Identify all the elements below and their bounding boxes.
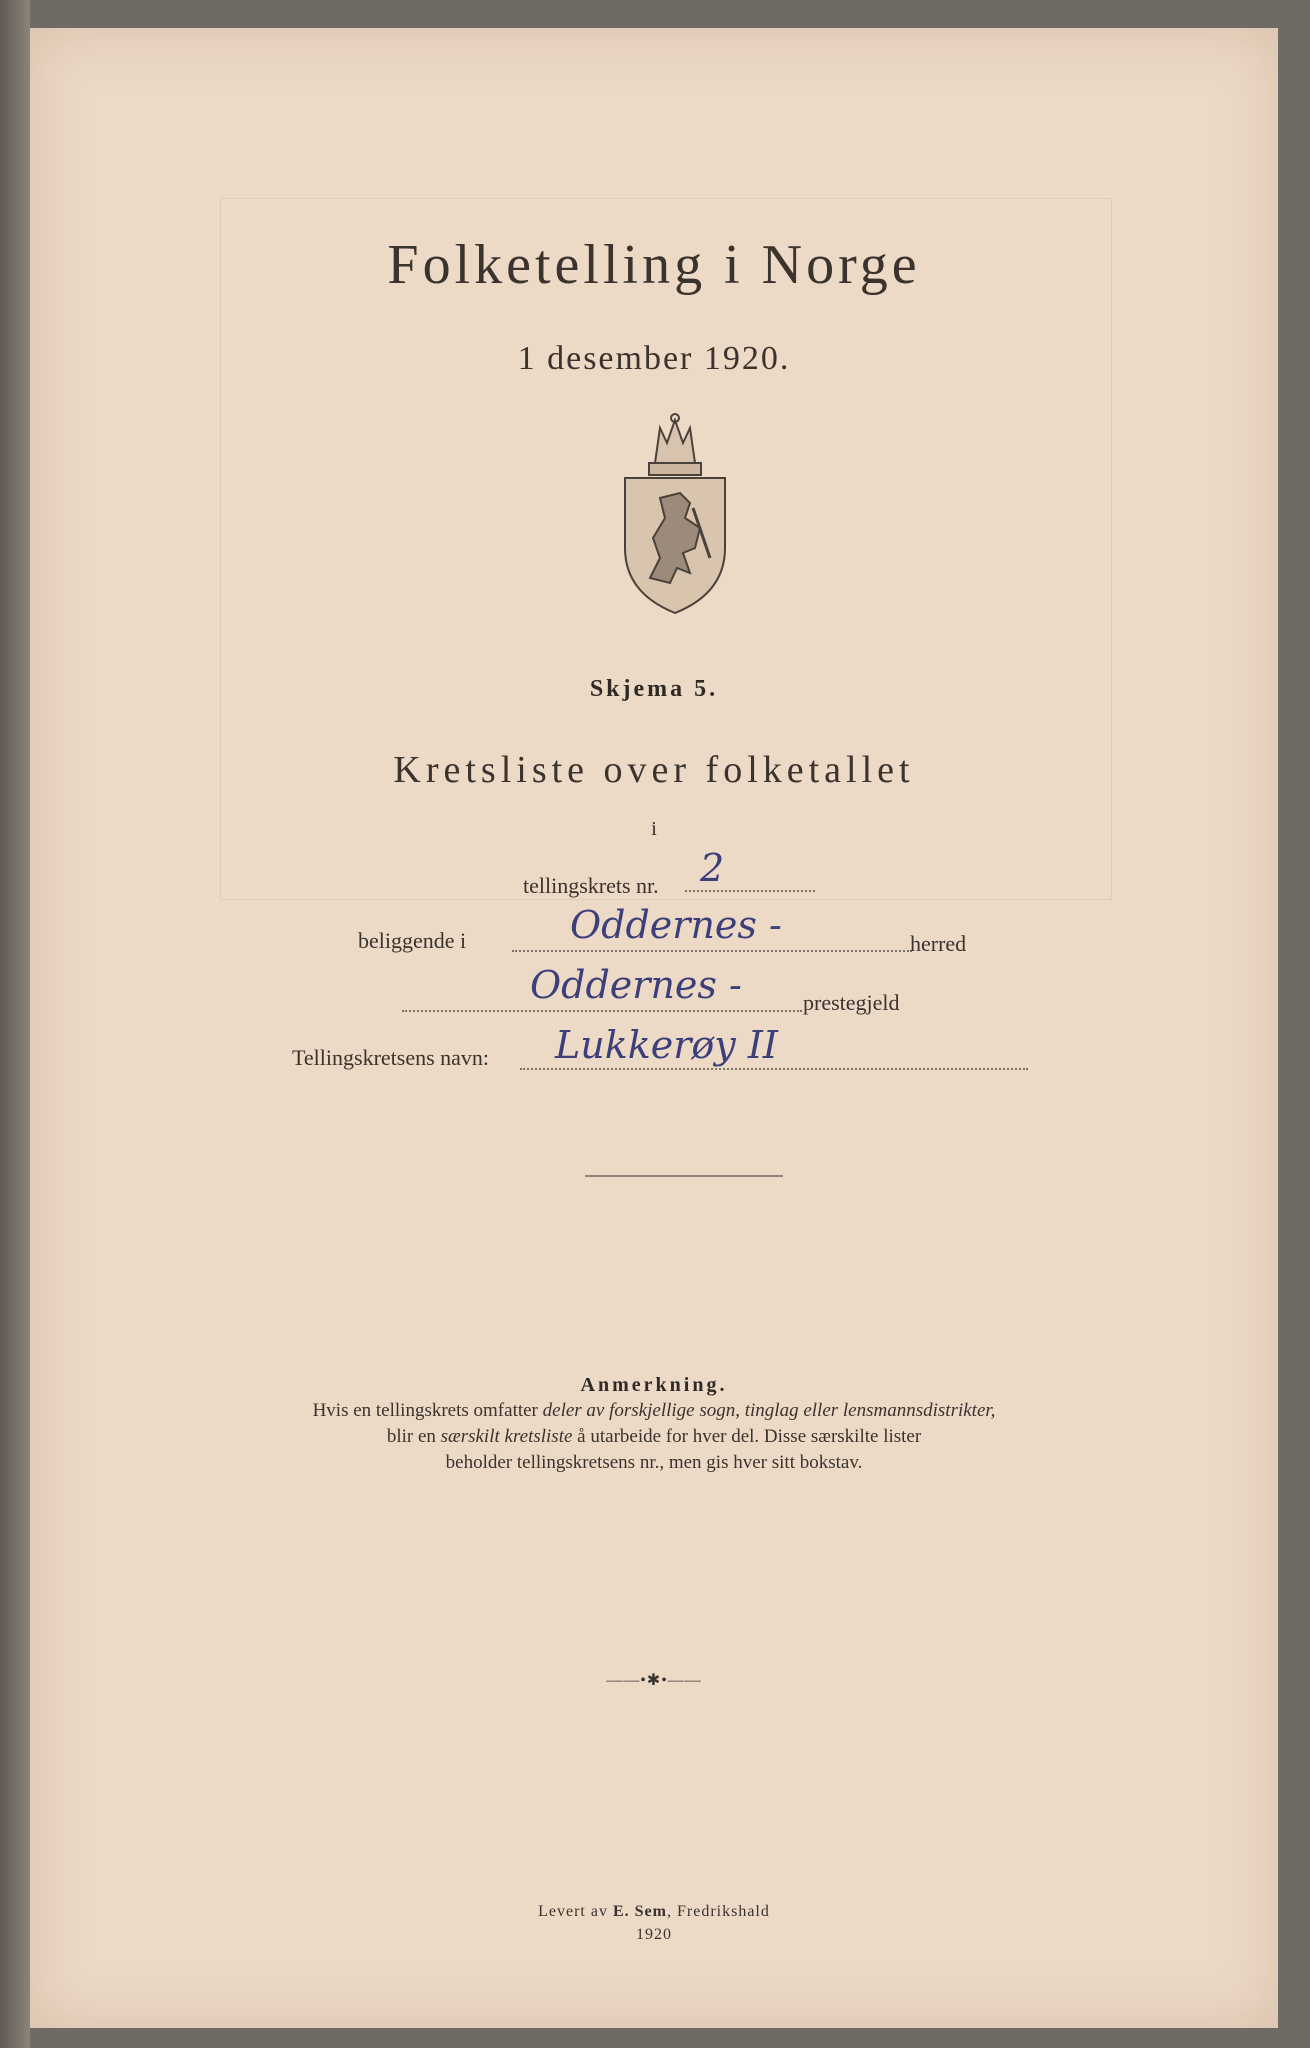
- note-line-1-a: Hvis en tellingskrets omfatter: [312, 1400, 543, 1421]
- printer-line: [30, 1903, 1278, 1921]
- ornament-divider: ——•✱•——: [606, 1672, 702, 1689]
- note-line-1: [30, 1398, 1278, 1424]
- document-page: [30, 28, 1278, 2028]
- section-divider: [585, 1175, 783, 1177]
- nr-value[interactable]: 2: [700, 846, 725, 890]
- note-line-1-em: deler av forskjellige sogn, tinglag eller lensmannsdistrikter,: [542, 1400, 996, 1421]
- form-heading: Kretsliste over folketallet: [393, 749, 915, 791]
- herred-value[interactable]: Oddernes -: [570, 903, 782, 947]
- prestegjeld-line: [402, 1010, 802, 1012]
- note-line-2-em: særskilt kretsliste: [440, 1426, 573, 1447]
- coat-of-arms-icon: [605, 408, 745, 618]
- nr-label: tellingskrets nr.: [523, 873, 659, 898]
- document-title: Folketelling i Norge: [387, 234, 921, 296]
- herred-line: [512, 950, 912, 952]
- prestegjeld-value[interactable]: Oddernes -: [530, 963, 742, 1007]
- document-date: 1 desember 1920.: [517, 340, 791, 377]
- note-text: [30, 1398, 1278, 1476]
- printer-year: 1920: [636, 1926, 672, 1943]
- connector-text: i: [651, 818, 657, 840]
- note-line-3: beholder tellingskretsens nr., men gis hver sitt bokstav.: [445, 1452, 863, 1473]
- navn-label: Tellingskretsens navn:: [292, 1045, 490, 1070]
- scan-edge: [0, 0, 30, 2048]
- schema-number: Skjema 5.: [589, 676, 719, 702]
- printer-suffix: , Fredrikshald: [666, 1903, 770, 1920]
- printer-name: E. Sem: [612, 1903, 667, 1920]
- note-line-2-a: blir en: [386, 1426, 441, 1447]
- herred-suffix: herred: [910, 931, 967, 956]
- navn-line: [520, 1068, 1028, 1070]
- note-line-2: [30, 1424, 1278, 1450]
- prestegjeld-suffix: prestegjeld: [803, 990, 900, 1015]
- herred-prefix: beliggende i: [358, 928, 467, 953]
- note-title: Anmerkning.: [580, 1374, 728, 1396]
- nr-line: [685, 890, 815, 892]
- navn-value[interactable]: Lukkerøy II: [555, 1023, 778, 1067]
- note-line-2-b: å utarbeide for hver del. Disse særskilte lister: [572, 1426, 922, 1447]
- printer-prefix: Levert av: [538, 1903, 613, 1920]
